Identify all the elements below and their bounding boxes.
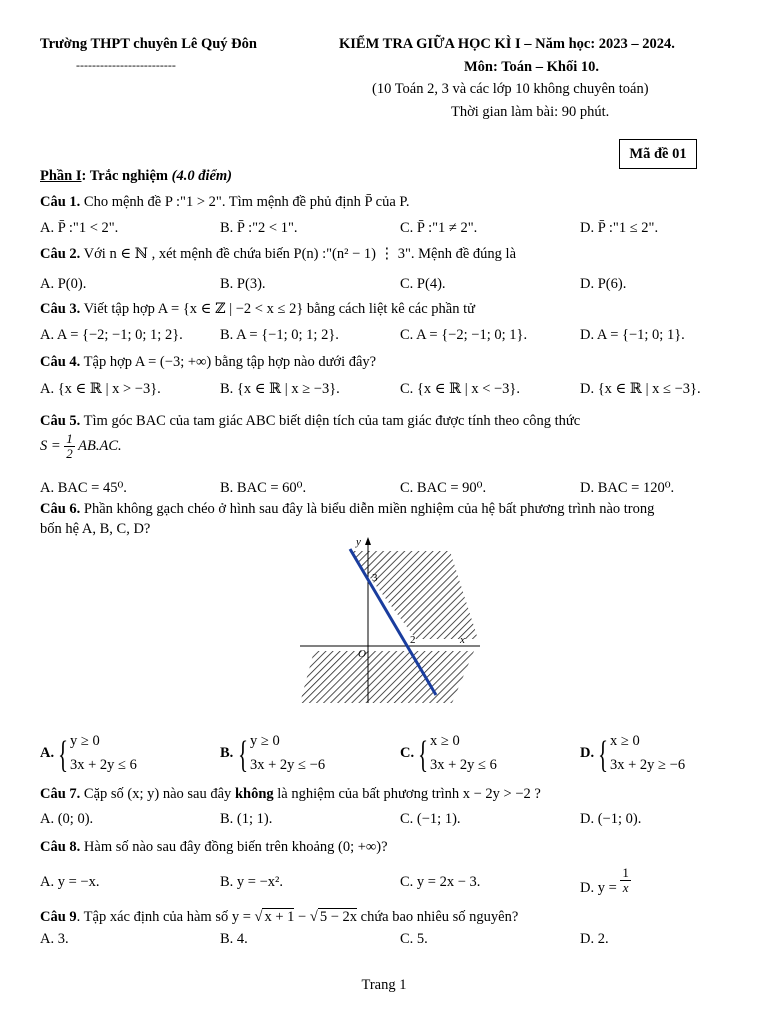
brace-icon: {: [418, 734, 429, 776]
question-label: Câu 3.: [40, 301, 81, 317]
question-3: [40, 301, 475, 318]
section-title: [40, 168, 232, 185]
solution-region-figure: [300, 535, 500, 707]
system-row-1: x ≥ 0: [610, 733, 640, 749]
question-label: Câu 2.: [40, 246, 81, 262]
x-tick-label: 2: [410, 634, 416, 646]
school-name: Trường THPT chuyên Lê Quý Đôn: [40, 36, 257, 52]
sqrt-sign-icon: √: [309, 909, 318, 925]
question-6: [40, 501, 654, 518]
exam-title: KIỂM TRA GIỮA HỌC KÌ I – Năm học: 2023 – 2024.: [339, 36, 675, 52]
brace-icon: {: [598, 734, 609, 776]
brace-icon: {: [238, 734, 249, 776]
formula-denominator: 2: [66, 446, 73, 461]
question-9: [40, 909, 518, 926]
option-1a[interactable]: A. P̄ :"1 < 2".: [40, 220, 119, 236]
option-1c[interactable]: C. P̄ :"1 ≠ 2".: [400, 220, 478, 236]
option-8d-fraction: [620, 866, 631, 895]
question-5: [40, 413, 580, 430]
option-7a[interactable]: A. (0; 0).: [40, 811, 94, 827]
y-axis-label: y: [356, 536, 361, 548]
question-text-pre: . Tập xác định của hàm số y =: [76, 909, 255, 925]
sqrt-sign-icon: √: [254, 909, 263, 925]
question-7: [40, 786, 541, 803]
option-5b[interactable]: B. BAC = 60⁰.: [220, 480, 307, 496]
option-8c[interactable]: C. y = 2x − 3.: [400, 874, 481, 890]
option-8d-numerator: 1: [622, 865, 629, 880]
section-title-main: Phần I: [40, 168, 82, 184]
option-1b[interactable]: B. P̄ :"2 < 1".: [220, 220, 298, 236]
question-text: Hàm số nào sau đây đồng biến trên khoảng (0; +∞)?: [83, 839, 388, 855]
option-5d[interactable]: D. BAC = 120⁰.: [580, 480, 675, 496]
option-6b[interactable]: [220, 733, 390, 781]
exam-scope: (10 Toán 2, 3 và các lớp 10 không chuyên toán): [372, 81, 649, 97]
option-2d[interactable]: D. P(6).: [580, 276, 627, 292]
section-title-rest: : Trắc nghiệm: [81, 168, 172, 184]
question-text-bold: không: [234, 786, 274, 802]
question-text: Tập hợp A = (−3; +∞) bằng tập hợp nào dưới đây?: [83, 354, 377, 370]
question-label: Câu 6.: [40, 501, 81, 517]
question-label: Câu 9: [40, 909, 77, 925]
option-3b[interactable]: B. A = {−1; 0; 1; 2}.: [220, 327, 339, 343]
brace-icon: {: [58, 734, 69, 776]
question-label: Câu 7.: [40, 786, 81, 802]
system-row-2: 3x + 2y ≤ 6: [70, 757, 137, 773]
hatched-region-below: [300, 651, 474, 703]
option-6d[interactable]: [580, 733, 750, 781]
option-4b[interactable]: B. {x ∈ ℝ | x ≥ −3}.: [220, 381, 340, 397]
question-4: [40, 354, 376, 371]
option-6a[interactable]: [40, 733, 210, 781]
option-8d[interactable]: [580, 866, 631, 895]
y-tick-label: 3: [372, 572, 378, 584]
system-row-1: x ≥ 0: [430, 733, 460, 749]
option-7d[interactable]: D. (−1; 0).: [580, 811, 642, 827]
question-label: Câu 4.: [40, 354, 81, 370]
question-1: [40, 194, 410, 211]
page-number: Trang 1: [361, 977, 407, 993]
question-6-line2: bốn hệ A, B, C, D?: [40, 521, 151, 537]
question-label: Câu 8.: [40, 839, 81, 855]
option-9a[interactable]: A. 3.: [40, 931, 69, 947]
exam-code-box: Mã đề 01: [619, 139, 697, 169]
formula-fraction: [64, 432, 75, 461]
question-8: [40, 839, 388, 856]
option-8d-lhs: D. y =: [580, 879, 617, 896]
hatched-region-right: [350, 551, 478, 639]
option-3a[interactable]: A. A = {−2; −1; 0; 1; 2}.: [40, 327, 183, 343]
option-label: D.: [580, 745, 595, 761]
option-7b[interactable]: B. (1; 1).: [220, 811, 273, 827]
option-4c[interactable]: C. {x ∈ ℝ | x < −3}.: [400, 381, 521, 397]
option-4d[interactable]: D. {x ∈ ℝ | x ≤ −3}.: [580, 381, 701, 397]
option-9d[interactable]: D. 2.: [580, 931, 609, 947]
system-row-2: 3x + 2y ≤ −6: [250, 757, 326, 773]
option-9b[interactable]: B. 4.: [220, 931, 248, 947]
question-label: Câu 1.: [40, 194, 81, 210]
option-label: A.: [40, 745, 55, 761]
question-2: [40, 246, 516, 263]
question-text-post: là nghiệm của bất phương trình x − 2y > −2 ?: [273, 786, 541, 802]
system-row-1: y ≥ 0: [250, 733, 280, 749]
option-8b[interactable]: B. y = −x².: [220, 874, 283, 890]
option-5a[interactable]: A. BAC = 45⁰.: [40, 480, 127, 496]
school-underline: -------------------------: [76, 58, 176, 72]
option-7c[interactable]: C. (−1; 1).: [400, 811, 461, 827]
option-label: B.: [220, 745, 234, 761]
option-8d-denominator: x: [622, 880, 629, 895]
option-4a[interactable]: A. {x ∈ ℝ | x > −3}.: [40, 381, 161, 397]
y-axis-arrow: [365, 537, 371, 545]
question-text: Cho mệnh đề P :"1 > 2". Tìm mệnh đề phủ định P̄ của P.: [83, 194, 410, 210]
system-row-2: 3x + 2y ≤ 6: [430, 757, 497, 773]
area-formula: [40, 432, 122, 461]
exam-duration: Thời gian làm bài: 90 phút.: [451, 104, 610, 120]
option-8a[interactable]: A. y = −x.: [40, 874, 100, 890]
question-text-post: chứa bao nhiêu số nguyên?: [357, 909, 519, 925]
option-3c[interactable]: C. A = {−2; −1; 0; 1}.: [400, 327, 528, 343]
sqrt-term-2: 5 − 2x: [319, 909, 358, 925]
formula-lhs: S =: [40, 437, 61, 454]
question-text: Với n ∈ ℕ , xét mệnh đề chứa biến P(n) :"(n² − 1) ⋮ 3". Mệnh đề đúng là: [83, 246, 517, 262]
option-2b[interactable]: B. P(3).: [220, 276, 266, 292]
option-2a[interactable]: A. P(0).: [40, 276, 87, 292]
question-text-pre: Cặp số (x; y) nào sau đây: [83, 786, 235, 802]
option-3d[interactable]: D. A = {−1; 0; 1}.: [580, 327, 685, 343]
option-6c[interactable]: [400, 733, 570, 781]
exam-subject: Môn: Toán – Khối 10.: [464, 59, 599, 75]
sqrt-term-1: x + 1: [264, 909, 295, 925]
origin-label: O: [358, 648, 366, 660]
option-1d[interactable]: D. P̄ :"1 ≤ 2".: [580, 220, 659, 236]
question-text: Tìm góc BAC của tam giác ABC biết diện tích của tam giác được tính theo công thức: [83, 413, 581, 429]
option-5c[interactable]: C. BAC = 90⁰.: [400, 480, 487, 496]
formula-numerator: 1: [66, 431, 73, 446]
x-axis-label: x: [460, 634, 465, 646]
question-label: Câu 5.: [40, 413, 81, 429]
system-row-2: 3x + 2y ≥ −6: [610, 757, 686, 773]
section-points: (4.0 điểm): [171, 168, 233, 184]
system-row-1: y ≥ 0: [70, 733, 100, 749]
option-label: C.: [400, 745, 415, 761]
option-2c[interactable]: C. P(4).: [400, 276, 446, 292]
option-9c[interactable]: C. 5.: [400, 931, 428, 947]
question-text: Phần không gạch chéo ở hình sau đây là biểu diễn miền nghiệm của hệ bất phương trình nào trong: [83, 501, 655, 517]
minus-sign: −: [294, 909, 310, 925]
formula-rhs: AB.AC.: [78, 437, 122, 454]
question-text: Viết tập hợp A = {x ∈ ℤ | −2 < x ≤ 2} bằng cách liệt kê các phần tử: [83, 301, 475, 317]
